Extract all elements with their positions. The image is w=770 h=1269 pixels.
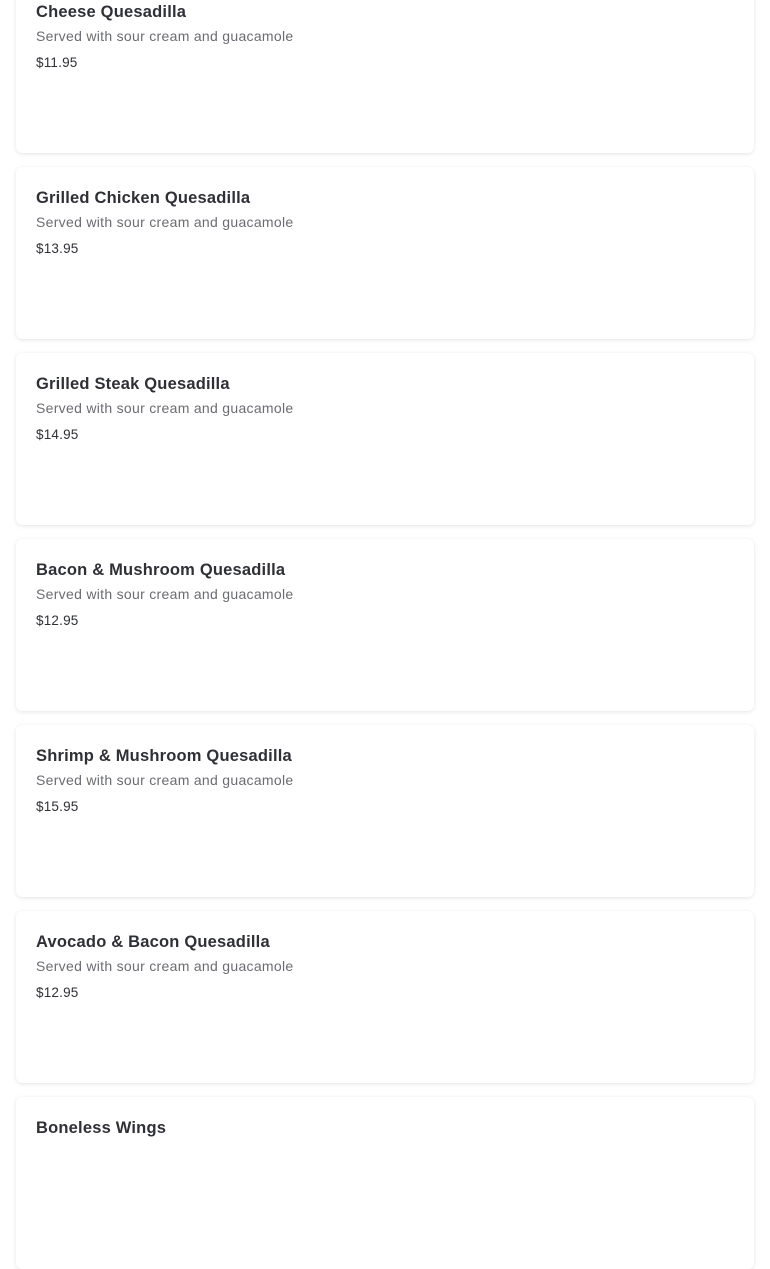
menu-item-description: Served with sour cream and guacamole [36, 958, 294, 974]
menu-item-price: $15.95 [36, 799, 79, 814]
menu-item-price: $14.95 [36, 427, 79, 442]
menu-item-description: Served with sour cream and guacamole [36, 28, 294, 44]
menu-item-name: Boneless Wings [36, 1119, 167, 1137]
menu-item-description: Served with sour cream and guacamole [36, 772, 294, 788]
menu-item-card[interactable] [16, 167, 754, 339]
menu-item-name: Grilled Steak Quesadilla [36, 375, 230, 393]
menu-item-card[interactable] [16, 911, 754, 1083]
menu-item-description: Served with sour cream and guacamole [36, 586, 294, 602]
menu-item-name: Shrimp & Mushroom Quesadilla [36, 747, 292, 765]
menu-item-card[interactable] [16, 353, 754, 525]
menu-item-card[interactable] [16, 725, 754, 897]
menu-item-price: $13.95 [36, 241, 79, 256]
menu-item-name: Grilled Chicken Quesadilla [36, 189, 251, 207]
menu-item-price: $11.95 [36, 55, 78, 70]
menu-item-card[interactable] [16, 1097, 754, 1269]
menu-item-name: Bacon & Mushroom Quesadilla [36, 561, 286, 579]
menu-item-name: Cheese Quesadilla [36, 3, 187, 21]
menu-item-card[interactable] [16, 539, 754, 711]
menu-item-price: $12.95 [36, 613, 79, 628]
menu-item-card[interactable] [16, 0, 754, 153]
menu-item-description: Served with sour cream and guacamole [36, 400, 294, 416]
menu-item-price: $12.95 [36, 985, 79, 1000]
menu-item-description: Served with sour cream and guacamole [36, 214, 294, 230]
menu-item-name: Avocado & Bacon Quesadilla [36, 933, 270, 951]
